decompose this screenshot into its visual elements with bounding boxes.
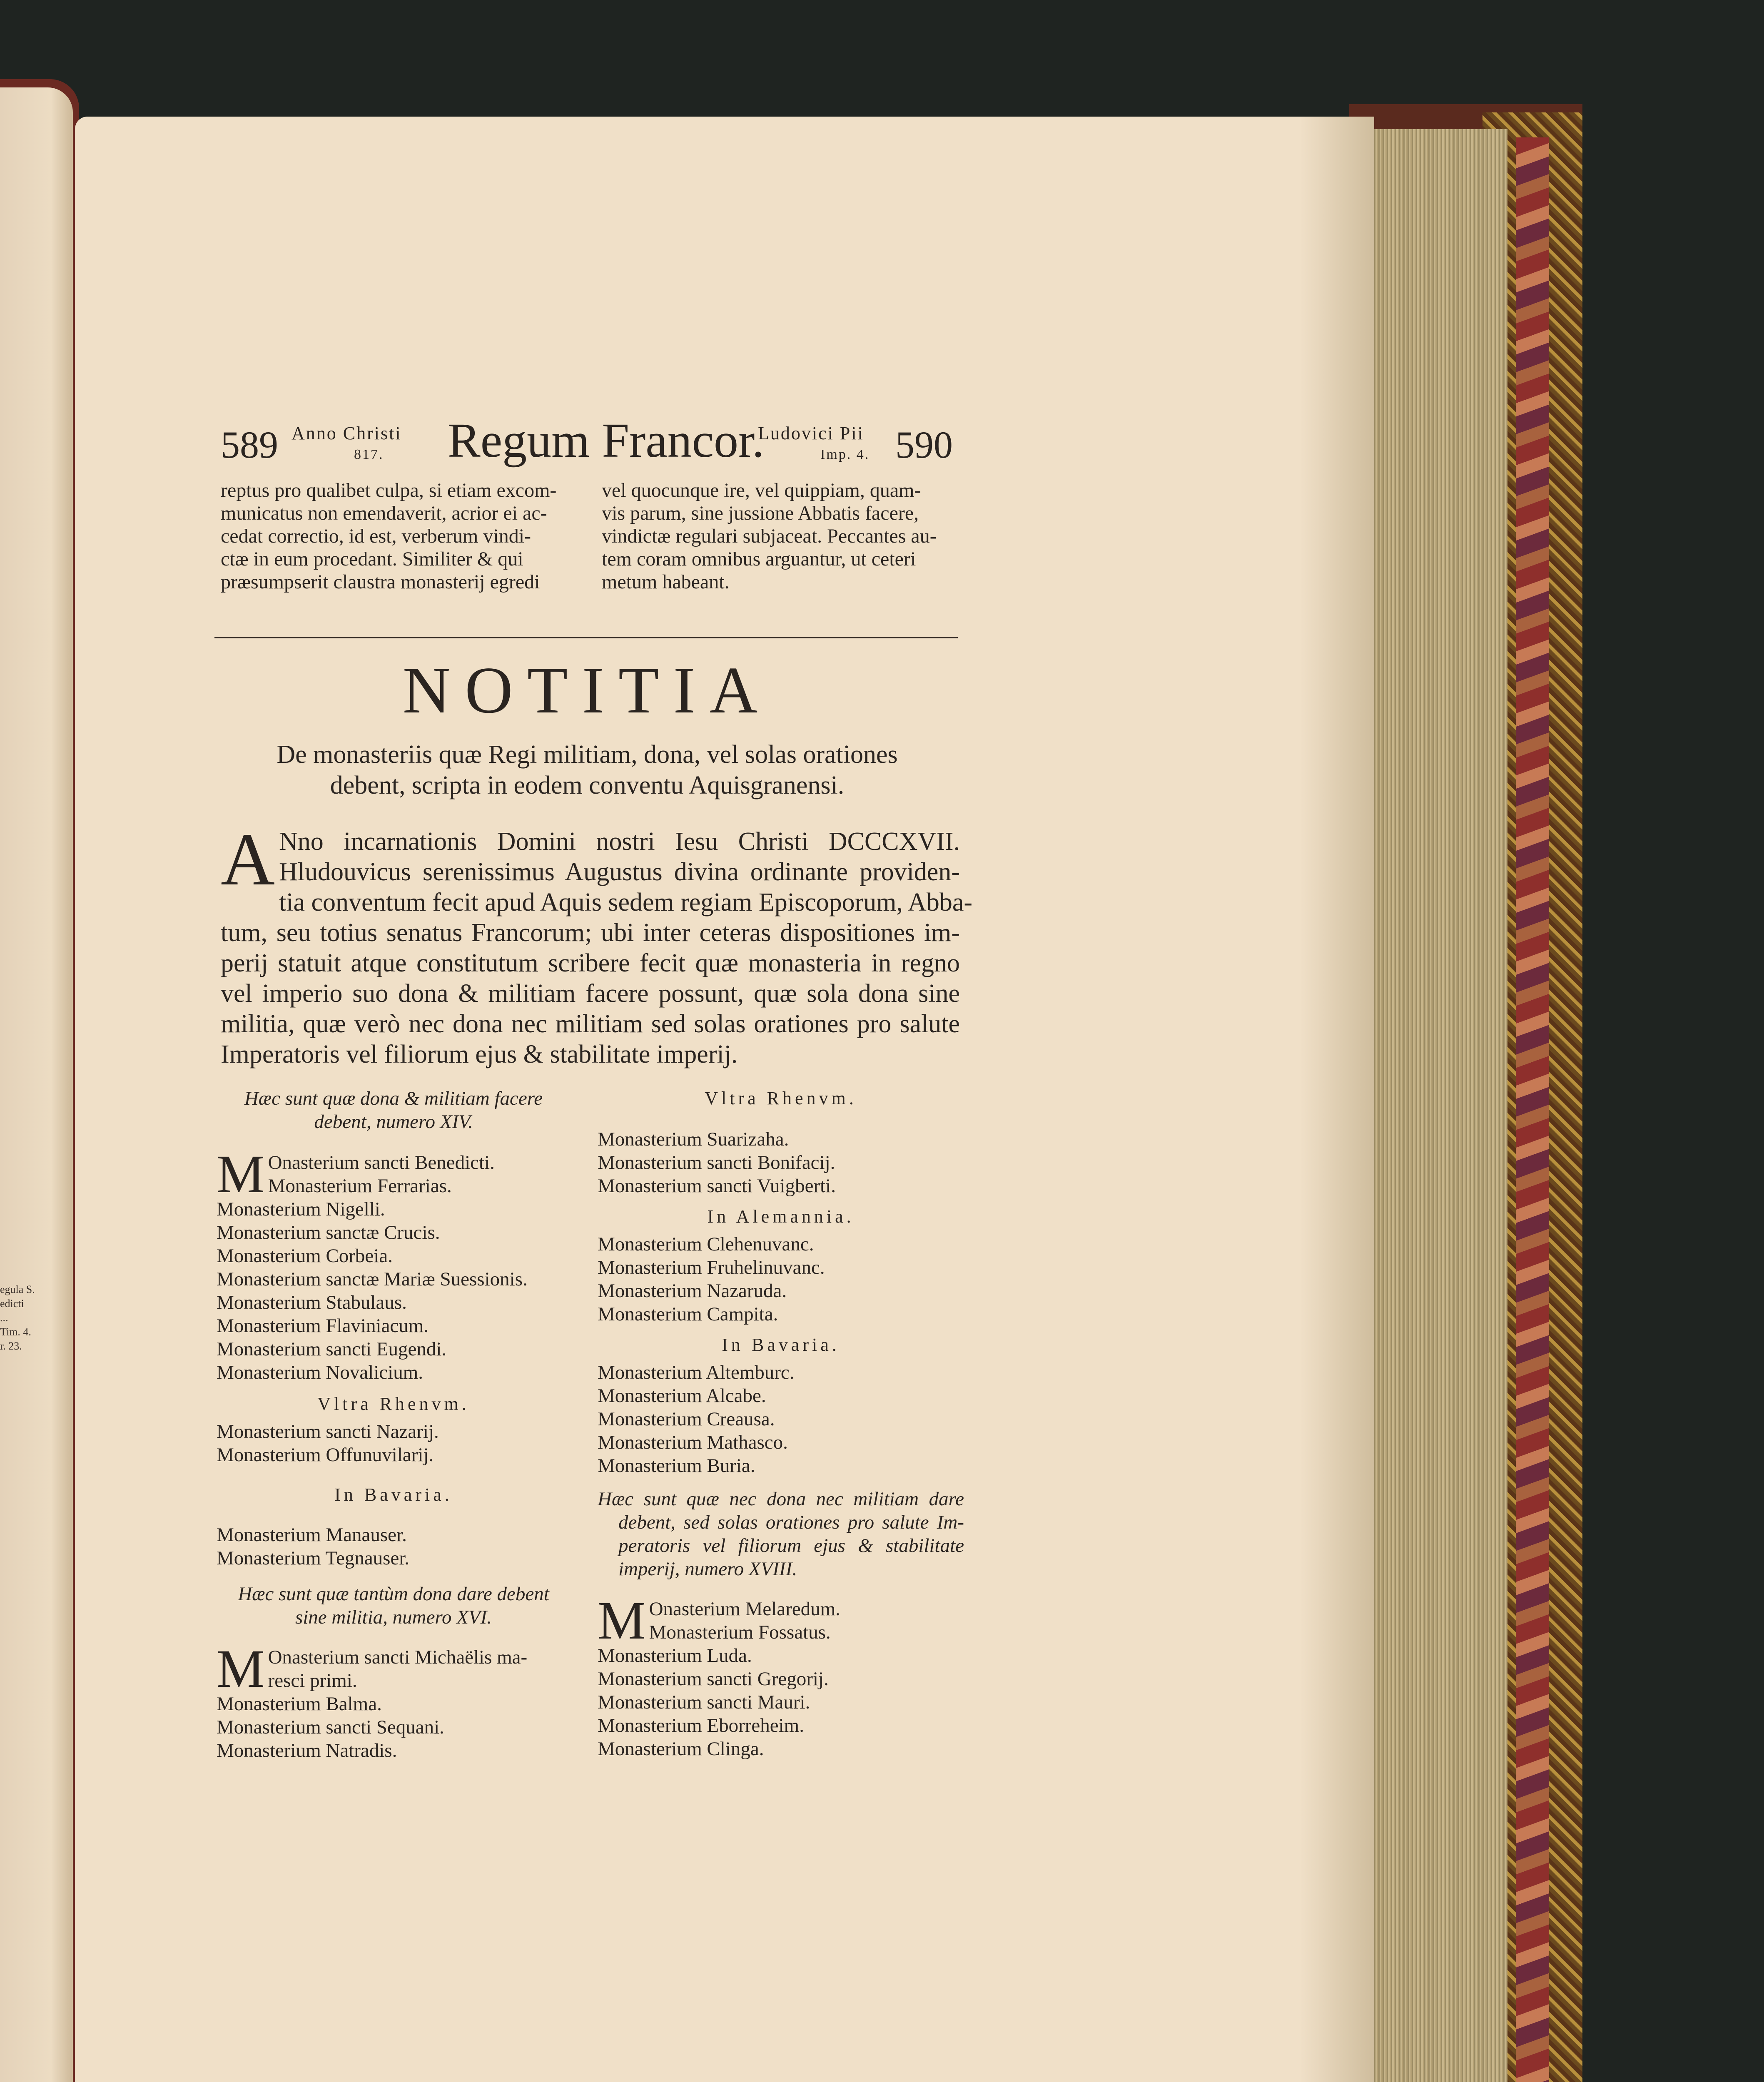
list-heading: Hæc sunt quæ tantùm dona dare debent (238, 1583, 549, 1605)
running-head (221, 410, 970, 477)
list-item: Monasterium sancti Eugendi. (217, 1338, 447, 1360)
list-item: Monasterium Creausa. (598, 1408, 775, 1430)
text-line: præsumpserit claustra monasterij egredi (221, 571, 540, 593)
list-heading: Hæc sunt quæ dona & militiam facere (244, 1088, 543, 1109)
list-item: Monasterium Offunuvilarij. (217, 1444, 434, 1466)
list-item: Monasterium Manauser. (217, 1524, 407, 1546)
text-line: Imperatoris vel filiorum ejus & stabilitate imperij. (221, 1040, 738, 1068)
text-line: vindictæ regulari subjaceat. Peccantes au- (602, 525, 937, 547)
list-item: Monasterium Nigelli. (217, 1198, 385, 1220)
text-line: tia conventum fecit apud Aquis sedem regiam Episcoporum, Abba- (279, 888, 972, 916)
list-item: Monasterium sancti Vuigberti. (598, 1175, 836, 1197)
list-item: Monasterium Clehenuvanc. (598, 1233, 814, 1255)
text-line: militia, quæ verò nec dona nec militiam sed solas orationes pro salute (221, 1010, 960, 1038)
list-heading: Hæc sunt quæ nec dona nec militiam dare (598, 1488, 964, 1510)
margin-note: r. 23. (0, 1340, 22, 1352)
text-line: reptus pro qualibet culpa, si etiam excom- (221, 479, 557, 501)
page-header-title: Regum Francor. (448, 413, 765, 468)
region-heading: Vltra Rhenvm. (317, 1394, 470, 1414)
list-item: Monasterium sancti Nazarij. (217, 1421, 439, 1442)
region-heading: In Bavaria. (722, 1335, 840, 1355)
list-item: Monasterium sanctæ Mariæ Suessionis. (217, 1268, 528, 1290)
list-item: Monasterium Natradis. (217, 1740, 397, 1761)
intro-paragraph (221, 818, 972, 1070)
section-title: NOTITIA (402, 653, 772, 727)
list-item: Monasterium sanctæ Crucis. (217, 1222, 440, 1243)
text-line: tem coram omnibus arguantur, ut ceteri (602, 548, 916, 570)
anno-christi: Anno Christi (292, 423, 402, 443)
text-line: Hludouvicus serenissimus Augustus divina ordinante providen- (279, 858, 960, 886)
year: 817. (354, 447, 384, 462)
list-heading: debent, sed solas orationes pro salute Im- (618, 1512, 964, 1533)
region-heading: In Bavaria. (334, 1484, 453, 1505)
drop-cap: M (598, 1591, 646, 1651)
subtitle-line: De monasteriis quæ Regi militiam, dona, vel solas orationes (277, 740, 898, 769)
list-item: Onasterium sancti Benedicti. (268, 1152, 495, 1173)
margin-note: ... (0, 1312, 8, 1324)
left-list-column (217, 1087, 571, 1762)
margin-note: Tim. 4. (0, 1326, 31, 1338)
ludovici-pii: Ludovici Pii (758, 423, 864, 443)
list-item: Monasterium sancti Sequani. (217, 1716, 444, 1738)
list-item: Onasterium Melaredum. (649, 1598, 841, 1620)
region-heading: In Alemannia. (707, 1206, 855, 1227)
list-item: Monasterium Clinga. (598, 1738, 764, 1760)
page-gutter-shadow (1299, 117, 1374, 2082)
text-line: cedat correctio, id est, verberum vindi- (221, 525, 531, 547)
text-line: perij statuit atque constitutum scribere fecit quæ monasteria in regno (221, 949, 960, 977)
list-item: Monasterium Suarizaha. (598, 1128, 789, 1150)
list-item: Monasterium Eborreheim. (598, 1715, 804, 1736)
list-item: Onasterium sancti Michaëlis ma- (268, 1646, 528, 1668)
list-item: Monasterium Altemburc. (598, 1362, 795, 1383)
margin-notes (0, 1283, 35, 1353)
list-item: Monasterium Balma. (217, 1693, 382, 1715)
list-heading: sine militia, numero XVI. (295, 1606, 492, 1628)
list-item: Monasterium Luda. (598, 1645, 752, 1666)
text-line: ctæ in eum procedant. Similiter & qui (221, 548, 523, 570)
right-list-column (598, 1087, 964, 1761)
left-page-number: 589 (221, 423, 278, 466)
subtitle-line: debent, scripta in eodem conventu Aquisgranensi. (330, 771, 845, 799)
list-item: Monasterium sancti Gregorij. (598, 1668, 829, 1690)
list-item: Monasterium Campita. (598, 1303, 778, 1325)
top-text-right-column (602, 479, 960, 593)
section-subtitle (217, 739, 958, 801)
list-item: Monasterium Mathasco. (598, 1432, 788, 1453)
list-item: Monasterium Tegnauser. (217, 1547, 410, 1569)
text-line: vel imperio suo dona & militiam facere possunt, quæ sola dona sine (221, 979, 960, 1008)
text-line: municatus non emendaverit, acrior ei ac- (221, 502, 547, 524)
text-line: vel quocunque ire, vel quippiam, quam- (602, 479, 921, 501)
text-line: Nno incarnationis Domini nostri Iesu Christi DCCCXVII. (279, 827, 960, 856)
drop-cap: M (217, 1144, 265, 1204)
list-item: Monasterium Ferrarias. (268, 1175, 452, 1197)
top-text-left-column (221, 479, 579, 593)
left-page-edge (0, 87, 73, 2082)
list-item: Monasterium sancti Mauri. (598, 1691, 810, 1713)
marbled-endpaper (1516, 137, 1549, 2082)
imperial-year: Imp. 4. (820, 447, 870, 462)
list-heading: imperij, numero XVIII. (618, 1558, 797, 1580)
text-line: metum habeant. (602, 571, 730, 593)
list-item: resci primi. (268, 1670, 357, 1691)
list-item: Monasterium Nazaruda. (598, 1280, 787, 1302)
margin-note: egula S. (0, 1283, 35, 1295)
list-heading: debent, numero XIV. (314, 1111, 473, 1133)
list-item: Monasterium Fossatus. (649, 1621, 831, 1643)
list-item: Monasterium Flaviniacum. (217, 1315, 429, 1337)
region-heading: Vltra Rhenvm. (705, 1088, 857, 1108)
text-line: tum, seu totius senatus Francorum; ubi inter ceteras dispositiones im- (221, 919, 960, 947)
list-item: Monasterium sancti Bonifacij. (598, 1152, 835, 1173)
list-item: Monasterium Novalicium. (217, 1362, 424, 1383)
right-page-number: 590 (895, 423, 953, 466)
text-line: vis parum, sine jussione Abbatis facere, (602, 502, 919, 524)
section-rule (214, 637, 958, 638)
list-item: Monasterium Stabulaus. (217, 1292, 407, 1313)
list-item: Monasterium Buria. (598, 1455, 755, 1477)
list-item: Monasterium Fruhelinuvanc. (598, 1257, 825, 1278)
drop-cap: A (221, 818, 275, 901)
list-item: Monasterium Alcabe. (598, 1385, 766, 1407)
list-item: Monasterium Corbeia. (217, 1245, 393, 1267)
margin-note: edicti (0, 1298, 24, 1310)
list-heading: peratoris vel filiorum ejus & stabilitate (618, 1535, 964, 1557)
drop-cap: M (217, 1639, 265, 1699)
